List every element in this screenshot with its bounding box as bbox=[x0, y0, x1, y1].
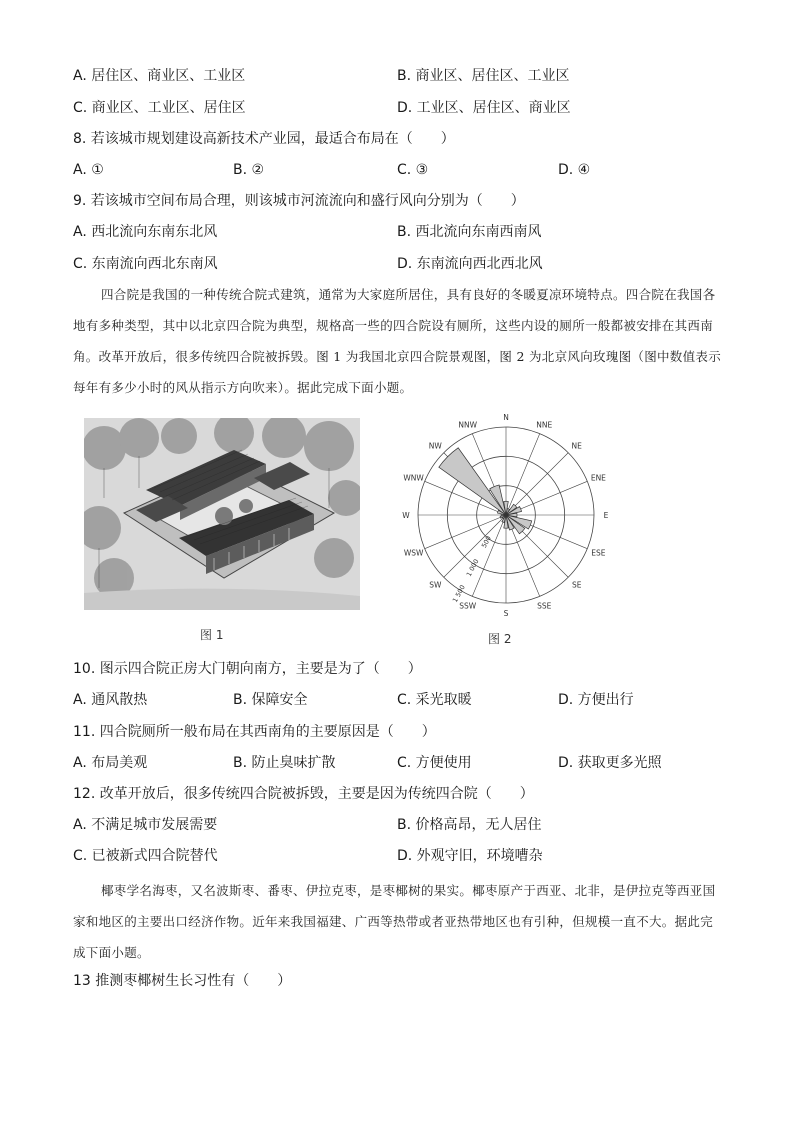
rose-direction-label: ENE bbox=[590, 473, 606, 483]
rose-direction-label: NW bbox=[428, 441, 442, 451]
rose-direction-label: ESE bbox=[591, 548, 606, 558]
q10-option-b: B. 保障安全 bbox=[233, 692, 308, 708]
q11-option-d: D. 获取更多光照 bbox=[558, 755, 662, 771]
q11-option-a: A. 布局美观 bbox=[73, 755, 148, 771]
q7-option-d: D. 工业区、居住区、商业区 bbox=[397, 100, 571, 116]
rose-ring-label: 1 500 bbox=[451, 583, 467, 604]
q8-option-c: C. ③ bbox=[397, 162, 429, 178]
figure-2-wind-rose bbox=[386, 412, 626, 618]
siheyuan-illustration bbox=[84, 418, 360, 610]
rose-ring-label: 1 000 bbox=[464, 557, 481, 578]
q7-option-a: A. 居住区、商业区、工业区 bbox=[73, 68, 246, 84]
q8-option-b: B. ② bbox=[233, 162, 265, 178]
q11-option-b: B. 防止臭味扩散 bbox=[233, 755, 336, 771]
q10-option-d: D. 方便出行 bbox=[558, 692, 634, 708]
rose-petal-nw bbox=[439, 448, 506, 515]
q8-option-a: A. ① bbox=[73, 162, 104, 178]
rose-direction-label: E bbox=[603, 511, 609, 520]
q9-stem: 9. 若该城市空间布局合理，则该城市河流流向和盛行风向分别为（ ） bbox=[73, 193, 525, 209]
rose-direction-label: WSW bbox=[403, 548, 424, 558]
q10-option-a: A. 通风散热 bbox=[73, 692, 148, 708]
wind-rose-chart bbox=[386, 412, 626, 618]
q10-option-c: C. 采光取暖 bbox=[397, 692, 472, 708]
figure-1-siheyuan-image bbox=[84, 418, 360, 610]
q12-option-a: A. 不满足城市发展需要 bbox=[73, 817, 218, 833]
q13-stem: 13 推测枣椰树生长习性有（ ） bbox=[73, 973, 292, 989]
q9-option-c: C. 东南流向西北东南风 bbox=[73, 256, 218, 272]
rose-direction-label: NNW bbox=[458, 420, 478, 430]
q7-option-c: C. 商业区、工业区、居住区 bbox=[73, 100, 246, 116]
rose-direction-label: WNW bbox=[403, 473, 424, 483]
rose-direction-label: SSW bbox=[459, 601, 477, 611]
rose-direction-label: NNE bbox=[536, 420, 553, 430]
rose-spoke bbox=[506, 434, 540, 515]
q9-option-a: A. 西北流向东南东北风 bbox=[73, 224, 218, 240]
rose-direction-label: W bbox=[402, 511, 410, 520]
rose-direction-label: S bbox=[503, 609, 509, 618]
q8-stem: 8. 若该城市规划建设高新技术产业园，最适合布局在（ ） bbox=[73, 131, 455, 147]
passage-date-palm: 椰枣学名海枣，又名波斯枣、番枣、伊拉克枣，是枣椰树的果实。椰枣原产于西亚、北非，是伊拉克等西亚国家和地区的主要出口经济作物。近年来我国福建、广西等热带或者亚热带地区也有引种，但规模一直不大。据此完成下面小题。 bbox=[73, 883, 716, 960]
q12-stem: 12. 改革开放后，很多传统四合院被拆毁，主要是因为传统四合院（ ） bbox=[73, 786, 534, 802]
passage-siheyuan: 四合院是我国的一种传统合院式建筑，通常为大家庭所居住，具有良好的冬暖夏凉环境特点。四合院在我国各地有多种类型，其中以北京四合院为典型，规格高一些的四合院设有厕所，这些内设的厕所一般都被安排在其西南角。改革开放后，很多传统四合院被拆毁。图 1 为我国北京四合院景观图，图 2 为北京风向玫瑰图（图中数值表示每年有多少小时的风从指示方向吹来）。据此完成下面小题。 bbox=[73, 287, 722, 395]
rose-ring-label: 500 bbox=[480, 534, 493, 550]
rose-spoke bbox=[472, 515, 506, 596]
q12-option-b: B. 价格高昂，无人居住 bbox=[397, 817, 542, 833]
figure-1-caption: 图 1 bbox=[200, 628, 224, 642]
q11-stem: 11. 四合院厕所一般布局在其西南角的主要原因是（ ） bbox=[73, 724, 436, 740]
q10-stem: 10. 图示四合院正房大门朝向南方，主要是为了（ ） bbox=[73, 661, 422, 677]
q11-option-c: C. 方便使用 bbox=[397, 755, 472, 771]
q9-option-b: B. 西北流向东南西南风 bbox=[397, 224, 542, 240]
q9-option-d: D. 东南流向西北西北风 bbox=[397, 256, 543, 272]
rose-spoke bbox=[425, 515, 506, 549]
q8-option-d: D. ④ bbox=[558, 162, 591, 178]
q12-option-c: C. 已被新式四合院替代 bbox=[73, 848, 218, 864]
figure-2-caption: 图 2 bbox=[488, 632, 512, 646]
q12-option-d: D. 外观守旧，环境嘈杂 bbox=[397, 848, 543, 864]
rose-direction-label: N bbox=[503, 413, 509, 422]
rose-direction-label: NE bbox=[571, 441, 582, 451]
rose-direction-label: SW bbox=[429, 580, 442, 590]
rose-direction-label: SSE bbox=[537, 601, 552, 611]
rose-direction-label: SE bbox=[571, 580, 582, 590]
q7-option-b: B. 商业区、居住区、工业区 bbox=[397, 68, 570, 84]
